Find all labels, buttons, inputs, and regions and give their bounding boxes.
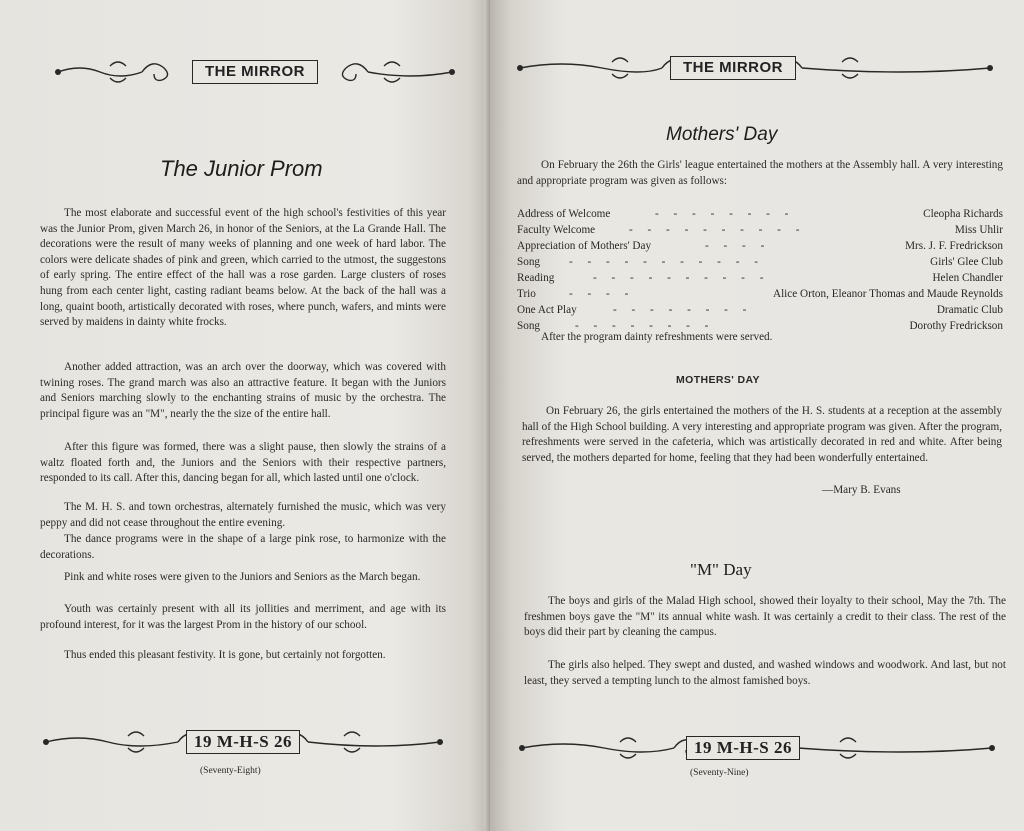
program-leader: - - - - - - - - - -: [593, 272, 770, 284]
header-ornament: [512, 48, 998, 88]
program-performer: Helen Chandler: [932, 272, 1003, 284]
program-item: Trio: [517, 288, 536, 300]
program-leader: - - - - - - - - - -: [629, 224, 806, 236]
footer-banner: 19 M-H-S 26: [186, 730, 300, 754]
program-performer: Dramatic Club: [936, 304, 1003, 316]
article-paragraph: After this figure was formed, there was a slight pause, then slowly the strains of a waltz floated forth and, the Juniors and the Seniors with their respective partners, responded to its call. After this, dancing began for all, which lasted until one o'clock.: [40, 441, 446, 485]
article-paragraph: The boys and girls of the Malad High school, showed their loyalty to their school, May the 7th. The freshmen boys gave the "M" its annual white wash. It was certainly a credit to their class. The rest of the boys did their part by cleaning the campus.: [524, 595, 1006, 639]
program-performer: Miss Uhlir: [954, 224, 1003, 236]
program-item: Song: [517, 256, 541, 268]
program-leader: - - - - - - - - - - -: [569, 256, 764, 268]
program-row: [517, 254, 1003, 270]
program-leader: - - - - - - - -: [655, 208, 795, 220]
footer-banner: 19 M-H-S 26: [686, 736, 800, 760]
program-row: [517, 238, 1003, 254]
left-page: [0, 0, 490, 831]
program-performer: Dorothy Fredrickson: [909, 320, 1003, 332]
article-title: "M" Day: [690, 560, 752, 579]
program-row: [517, 270, 1003, 286]
program-closing: After the program dainty refreshments were served.: [541, 331, 773, 343]
program-row: [517, 302, 1003, 318]
program-row: [517, 206, 1003, 222]
program-item: Address of Welcome: [517, 208, 611, 220]
program-item: Appreciation of Mothers' Day: [517, 240, 652, 252]
program-performer: Cleopha Richards: [923, 208, 1003, 220]
article-paragraph: Pink and white roses were given to the Juniors and Seniors as the March began.: [64, 571, 421, 583]
program-leader: - - - - - - - -: [613, 304, 753, 316]
article-signature: —Mary B. Evans: [822, 484, 901, 496]
program-performer: Girls' Glee Club: [930, 256, 1003, 268]
footer-ornament: [514, 728, 1000, 768]
program-performer: Alice Orton, Eleanor Thomas and Maude Reynolds: [772, 288, 1003, 300]
program-leader: - - - -: [705, 240, 771, 252]
article-paragraph: The dance programs were in the shape of a large pink rose, to harmonize with the decorations.: [40, 533, 446, 561]
footer-ornament: [38, 722, 448, 762]
right-page: [490, 0, 1024, 831]
program-row: [517, 222, 1003, 238]
program-leader: - - - -: [569, 288, 635, 300]
header-banner: THE MIRROR: [192, 60, 318, 84]
program-row: [517, 286, 1003, 302]
section-heading: MOTHERS' DAY: [676, 374, 760, 386]
page-number: (Seventy-Eight): [200, 766, 261, 776]
page-number: (Seventy-Nine): [690, 768, 749, 778]
program-item: Reading: [517, 272, 555, 284]
article-paragraph: The most elaborate and successful event of the high school's festivities of this year was the Junior Prom, given March 26, in honor of the Seniors, at the La Grande Hall. The decorations were the result of many weeks of planning and one week of hard labor. The colors were delicate shades of pink and green, which carried to the utmost, the suggestons of early spring. The entire effect of the hall was a rose garden. Large clusters of roses hung from each center light, casting radiant beams below. At the back of the hall was a long, quaint booth, artistically decorated with roses, where punch, wafers, and mints were served by maidens in dainty white frocks.: [40, 207, 446, 329]
article-paragraph: Thus ended this pleasant festivity. It is gone, but certainly not forgotten.: [64, 649, 386, 661]
program-item: Song: [517, 320, 541, 332]
article-title: Mothers' Day: [666, 124, 778, 145]
article-paragraph: The M. H. S. and town orchestras, alternately furnished the music, which was very peppy and did not cease throughout the entire evening.: [40, 501, 446, 529]
header-banner: THE MIRROR: [670, 56, 796, 80]
program-item: Faculty Welcome: [517, 224, 596, 236]
program-item: One Act Play: [517, 304, 577, 316]
article-paragraph: Another added attraction, was an arch over the doorway, which was covered with twining roses. The grand march was also an attractive feature. It began with the Juniors and Seniors marching slowly to the enchanting strains of music by the orchestra. The principal figure was an "M", nearly the the size of the entire hall.: [40, 361, 446, 420]
header-ornament: [50, 52, 460, 92]
program-performer: Mrs. J. F. Fredrickson: [905, 240, 1003, 252]
article-paragraph: On February the 26th the Girls' league entertained the mothers at the Assembly hall. A very interesting and appropriate program was given as follows:: [517, 159, 1003, 187]
article-title: The Junior Prom: [160, 156, 323, 181]
article-paragraph: Youth was certainly present with all its jollities and merriment, and age with its profound interest, for it was the largest Prom in the history of our school.: [40, 603, 446, 631]
article-paragraph: The girls also helped. They swept and dusted, and washed windows and woodwork. And last, but not least, they served a tempting lunch to the almost famished boys.: [524, 659, 1006, 687]
article-paragraph: On February 26, the girls entertained the mothers of the H. S. students at a reception at the assembly hall of the High School building. A very interesting and appropriate program was given. After the program, refreshments were served in the cafeteria, which was artistically decorated in red and white. After being served, the mothers departed for home, feeling that they had been wonderfully entertained.: [522, 405, 1002, 464]
program-leader: - - - - - - - -: [575, 320, 715, 332]
